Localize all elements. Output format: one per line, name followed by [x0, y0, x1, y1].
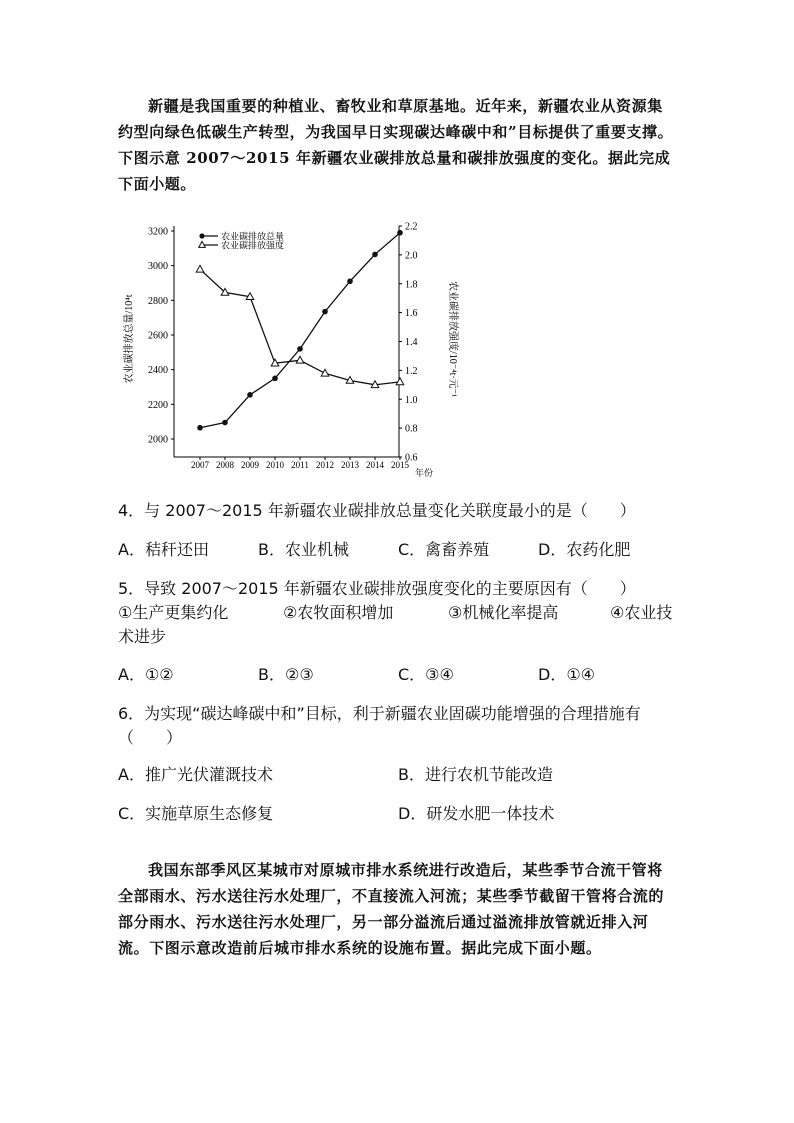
intro-paragraph-1: 新疆是我国重要的种植业、畜牧业和草原基地。近年来，新疆农业从资源集约型向绿色低碳生产转型，为我国早日实现碳达峰碳中和”目标提供了重要支撑。下图示意 2007～2015 年新疆农业碳排放总量和碳排放强度的变化。据此完成下面小题。 [118, 97, 674, 193]
q4-option-a[interactable]: A．秸秆还田 [118, 540, 209, 559]
question-5-stem: 5．导致 2007～2015 年新疆农业碳排放强度变化的主要原因有（ ） [118, 579, 636, 598]
right-tick-label: 1.4 [405, 337, 418, 348]
emission-intensity-point [296, 356, 304, 363]
chart-axes [174, 226, 399, 457]
x-tick-label: 2012 [316, 460, 334, 470]
total-emission-point [397, 230, 403, 236]
x-tick-label: 2009 [241, 460, 259, 470]
q5-item-3: ③机械化率提高 [448, 603, 559, 622]
right-tick-label: 0.8 [405, 423, 418, 435]
x-tick-label: 2014 [366, 460, 384, 470]
x-axis-ticks [191, 457, 410, 470]
left-axis-label: 农业碳排放总量/10⁴t [124, 294, 135, 384]
right-tick-label: 1.0 [405, 394, 418, 406]
x-tick-label: 2008 [216, 460, 234, 470]
total-emission-point [297, 346, 303, 352]
total-emission-point [247, 392, 253, 398]
total-emission-point [222, 420, 228, 426]
question-6-stem-continued: （ ） [118, 728, 183, 747]
legend-circle-marker [199, 233, 204, 238]
total-emission-point [372, 252, 378, 258]
question-4-stem: 4．与 2007～2015 年新疆农业碳排放总量变化关联度最小的是（ ） [118, 501, 636, 520]
right-axis-label: 农业碳排放强度/10⁻⁴t·元⁻¹ [447, 281, 458, 397]
x-tick-label: 2015 [391, 460, 409, 470]
q6-option-b[interactable]: B．进行农机节能改造 [398, 765, 553, 784]
q5-option-b[interactable]: B．②③ [258, 665, 314, 684]
series-markers [196, 230, 404, 431]
emission-intensity-line [200, 269, 400, 385]
q5-item-2: ②农牧面积增加 [283, 603, 394, 622]
right-axis-ticks [399, 222, 418, 464]
q4-option-d[interactable]: D．农药化肥 [538, 540, 631, 559]
total-emission-point [322, 309, 328, 315]
legend-label: 农业碳排放总量 [221, 231, 285, 242]
question-6-stem: 6．为实现“碳达峰碳中和”目标，利于新疆农业固碳功能增强的合理措施有 [118, 704, 641, 723]
right-tick-label: 0.6 [405, 452, 418, 464]
legend-label: 农业碳排放强度 [221, 240, 285, 251]
right-tick-label: 2.0 [405, 250, 418, 262]
left-tick-label: 2400 [148, 365, 168, 377]
left-tick-label: 3000 [148, 261, 168, 273]
x-tick-label: 2010 [266, 460, 284, 470]
chart-legend [199, 231, 284, 251]
left-tick-label: 2600 [148, 330, 168, 342]
x-tick-label: 2011 [291, 460, 309, 470]
carbon-emission-chart [112, 218, 458, 480]
emission-intensity-point [321, 369, 329, 376]
left-tick-label: 2000 [148, 434, 168, 446]
x-axis-label: 年份 [415, 468, 434, 478]
x-tick-label: 2013 [341, 460, 359, 470]
q5-item-4: ④农业技 [610, 603, 673, 622]
left-tick-label: 2200 [148, 399, 168, 411]
intro-paragraph-2: 我国东部季风区某城市对原城市排水系统进行改造后，某些季节合流干管将全部雨水、污水送往污水处理厂，不直接流入河流；某些季节截留干管将合流的部分雨水、污水送往污水处理厂，另一部分溢流后通过溢流排放管就近排入河流。下图示意改造前后城市排水系统的设施布置。据此完成下面小题。 [118, 861, 665, 957]
q6-option-c[interactable]: C．实施草原生态修复 [118, 804, 274, 823]
left-tick-label: 2800 [148, 295, 168, 307]
question-5-items-continued: 术进步 [118, 627, 167, 646]
q4-option-b[interactable]: B．农业机械 [258, 540, 349, 559]
right-tick-label: 2.2 [405, 221, 418, 233]
total-emission-point [272, 376, 278, 382]
emission-intensity-point [196, 265, 204, 272]
x-tick-label: 2007 [191, 460, 209, 470]
q5-option-c[interactable]: C．③④ [398, 665, 454, 684]
q5-option-d[interactable]: D．①④ [538, 665, 596, 684]
left-axis-ticks [148, 227, 174, 446]
q5-option-a[interactable]: A．①② [118, 665, 174, 684]
right-tick-label: 1.6 [405, 308, 418, 320]
q6-option-d[interactable]: D．研发水肥一体技术 [398, 804, 555, 823]
total-emission-line [200, 233, 400, 428]
q5-item-1: ①生产更集约化 [118, 603, 229, 622]
total-emission-point [347, 278, 353, 284]
right-tick-label: 1.8 [405, 279, 418, 291]
total-emission-point [197, 425, 203, 431]
q4-option-c[interactable]: C．禽畜养殖 [398, 540, 490, 559]
emission-intensity-point [396, 378, 404, 385]
right-tick-label: 1.2 [405, 365, 418, 377]
legend-triangle-marker [199, 241, 206, 247]
series-lines [200, 233, 400, 428]
left-tick-label: 3200 [148, 226, 168, 238]
q6-option-a[interactable]: A．推广光伏灌溉技术 [118, 765, 273, 784]
